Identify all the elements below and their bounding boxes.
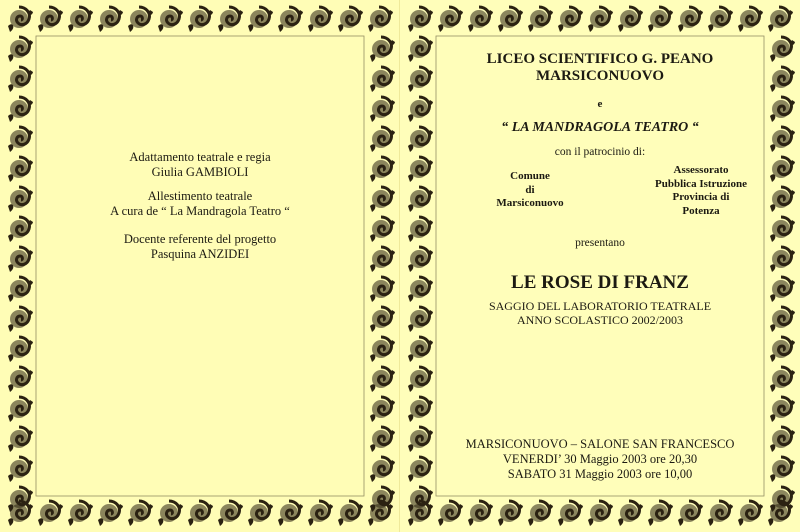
rose-icon	[770, 187, 795, 212]
rose-icon	[68, 7, 93, 32]
rose-icon	[588, 7, 613, 32]
rose-icon	[218, 7, 243, 32]
rose-icon	[338, 7, 363, 32]
rose-icon	[8, 277, 33, 302]
rose-icon	[68, 501, 93, 526]
rose-icon	[8, 367, 33, 392]
comune-block	[480, 170, 580, 211]
rose-icon	[618, 501, 643, 526]
staging-value: A cura de “ La Mandragola Teatro “	[110, 204, 290, 218]
venue: MARSICONUOVO – SALONE SAN FRANCESCO	[465, 437, 735, 451]
rose-icon	[98, 7, 123, 32]
date-friday: VENERDI’ 30 Maggio 2003 ore 20,30	[502, 452, 698, 466]
rose-icon	[8, 67, 33, 92]
rose-icon	[678, 7, 703, 32]
rose-icon	[618, 7, 643, 32]
rose-icon	[158, 501, 183, 526]
rose-icon	[468, 7, 493, 32]
rose-icon	[408, 247, 433, 272]
rose-icon	[370, 337, 395, 362]
rose-icon	[528, 7, 553, 32]
rose-icon	[8, 427, 33, 452]
company-name: “ LA MANDRAGOLA TEATRO “	[501, 120, 699, 135]
rose-icon	[158, 7, 183, 32]
rose-icon	[8, 97, 33, 122]
rose-icon	[38, 501, 63, 526]
rose-icon	[770, 397, 795, 422]
rose-icon	[528, 501, 553, 526]
rose-icon	[558, 7, 583, 32]
vine-line	[36, 36, 364, 496]
rose-icon	[678, 501, 703, 526]
rose-icon	[588, 501, 613, 526]
rose-icon	[128, 501, 153, 526]
rose-icon	[408, 187, 433, 212]
rose-icon	[218, 501, 243, 526]
rose-icon	[438, 7, 463, 32]
rose-icon	[370, 127, 395, 152]
rose-icon	[8, 37, 33, 62]
rose-icon	[770, 337, 795, 362]
rose-icon	[408, 157, 433, 182]
rose-icon	[770, 247, 795, 272]
rose-icon	[438, 501, 463, 526]
rose-icon	[128, 7, 153, 32]
rose-icon	[38, 7, 63, 32]
rose-icon	[188, 501, 213, 526]
comune-line-3: Marsiconuovo	[496, 197, 564, 209]
rose-icon	[708, 501, 733, 526]
rose-icon	[408, 397, 433, 422]
rose-icon	[370, 37, 395, 62]
rose-icon	[738, 501, 763, 526]
rose-icon	[370, 97, 395, 122]
school-town: MARSICONUOVO	[535, 68, 665, 84]
rose-icon	[308, 501, 333, 526]
assessorato-line-1: Assessorato	[673, 164, 729, 176]
rose-icon	[738, 7, 763, 32]
rose-icon	[468, 501, 493, 526]
rose-icon	[768, 7, 793, 32]
director-name: Giulia GAMBIOLI	[151, 165, 249, 179]
rose-icon	[498, 7, 523, 32]
rose-icon	[370, 277, 395, 302]
rose-icon	[370, 307, 395, 332]
rose-icon	[8, 337, 33, 362]
adaptation-label: Adattamento teatrale e regia	[129, 150, 271, 164]
play-title: LE ROSE DI FRANZ	[511, 272, 689, 293]
rose-icon	[408, 367, 433, 392]
rose-icon	[248, 501, 273, 526]
presents-label: presentano	[575, 237, 625, 249]
rose-icon	[370, 67, 395, 92]
conjunction: e	[597, 98, 603, 110]
comune-line-1: Comune	[510, 170, 550, 182]
staging-label: Allestimento teatrale	[147, 189, 253, 203]
rose-icon	[370, 427, 395, 452]
rose-icon	[8, 307, 33, 332]
subtitle-line-2: ANNO SCOLASTICO 2002/2003	[516, 313, 683, 327]
assessorato-line-3: Provincia di	[672, 191, 730, 203]
rose-icon	[370, 397, 395, 422]
rose-icon	[248, 7, 273, 32]
right-page	[400, 0, 800, 532]
comune-line-2: di	[525, 183, 535, 196]
rose-icon	[770, 367, 795, 392]
teacher-name: Pasquina ANZIDEI	[150, 247, 250, 261]
assessorato-line-4: Potenza	[682, 204, 720, 217]
rose-icon	[708, 7, 733, 32]
rose-icon	[408, 337, 433, 362]
rose-icon	[370, 457, 395, 482]
assessorato-line-2: Pubblica Istruzione	[655, 177, 747, 190]
rose-icon	[338, 501, 363, 526]
rose-icon	[98, 501, 123, 526]
rose-icon	[558, 501, 583, 526]
rose-icon	[368, 7, 393, 32]
rose-icon	[770, 157, 795, 182]
date-saturday: SABATO 31 Maggio 2003 ore 10,00	[507, 467, 693, 481]
rose-icon	[648, 501, 673, 526]
rose-icon	[8, 7, 33, 32]
rose-icon	[278, 501, 303, 526]
patronage-label: con il patrocinio di:	[554, 146, 646, 158]
rose-icon	[8, 127, 33, 152]
subtitle-line-1: SAGGIO DEL LABORATORIO TEATRALE	[488, 299, 712, 313]
rose-icon	[278, 7, 303, 32]
rose-icon	[308, 7, 333, 32]
assessorato-block	[636, 164, 766, 218]
teacher-label: Docente referente del progetto	[123, 232, 277, 246]
rose-icon	[370, 367, 395, 392]
rose-icon	[498, 501, 523, 526]
school-name: LICEO SCIENTIFICO G. PEANO	[486, 51, 714, 67]
rose-icon	[408, 7, 433, 32]
rose-icon	[8, 397, 33, 422]
rose-icon	[648, 7, 673, 32]
rose-icon	[8, 457, 33, 482]
rose-icon	[188, 7, 213, 32]
